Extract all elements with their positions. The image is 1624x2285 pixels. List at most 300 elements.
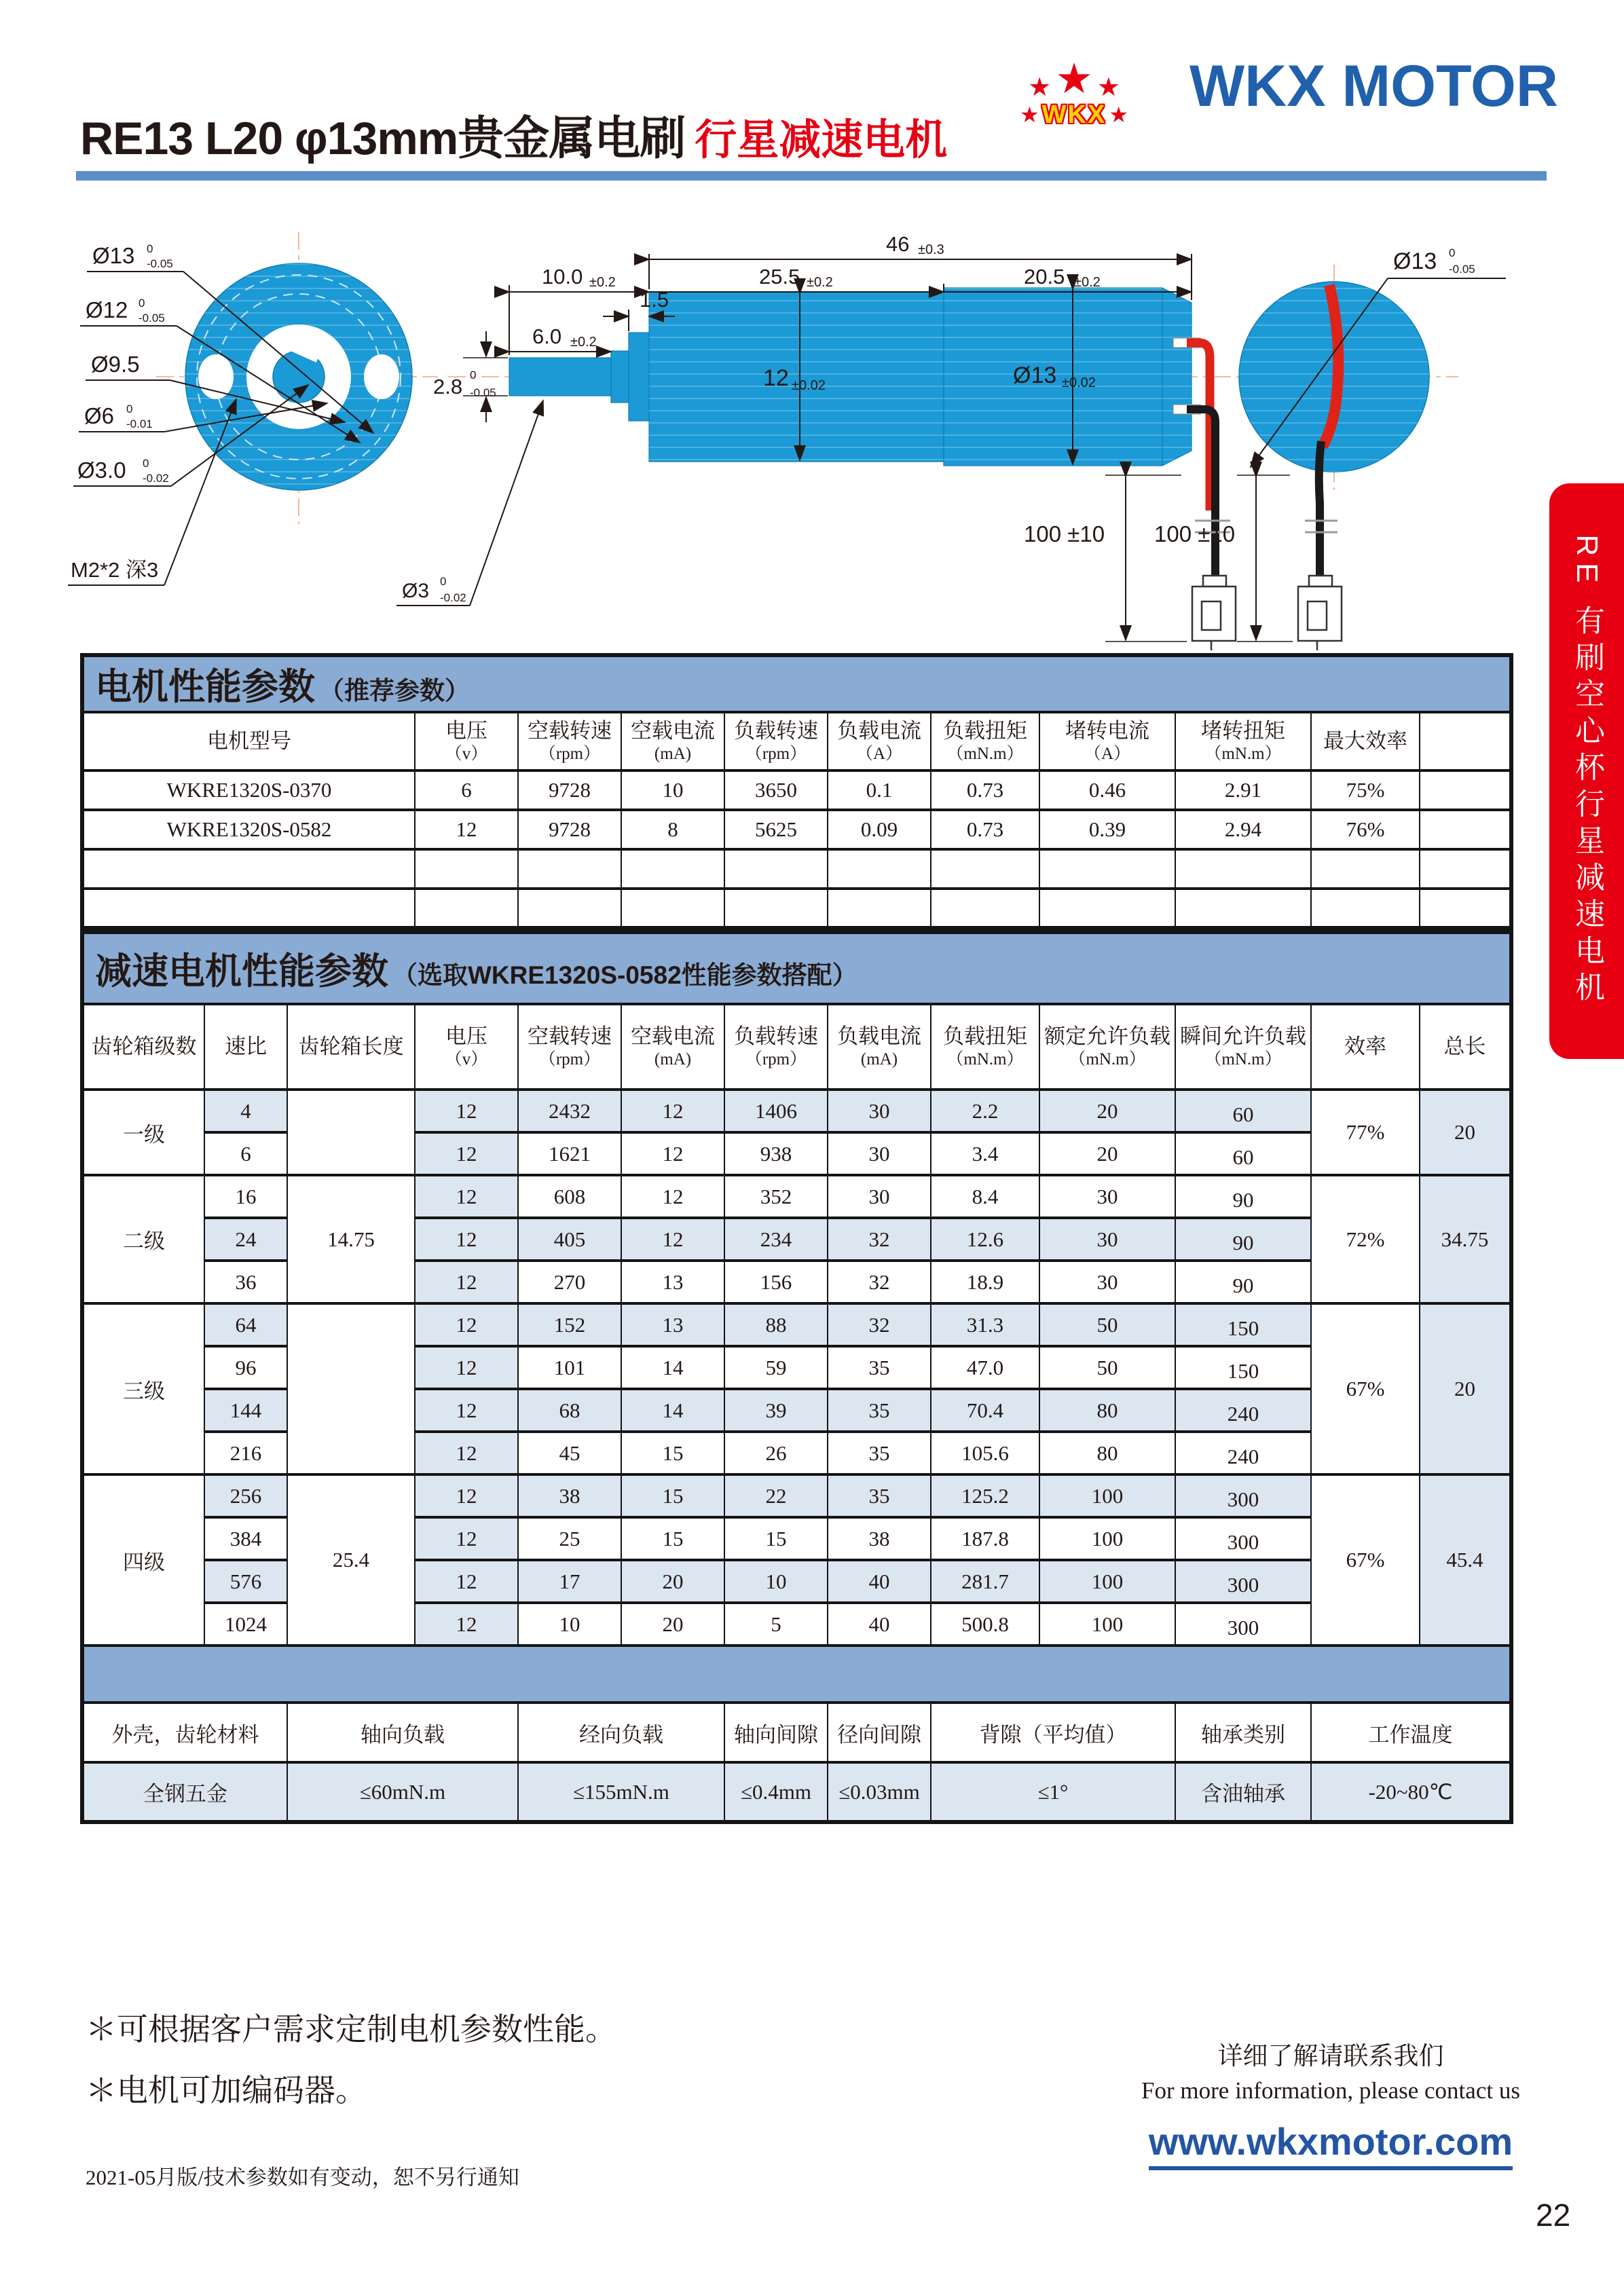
series-banner-label: RE 有刷空心杯行星减速电机	[1570, 534, 1604, 1008]
value-cell: 12	[415, 1303, 518, 1346]
value-cell: 3.4	[931, 1132, 1039, 1175]
value-cell	[1039, 889, 1175, 928]
value-cell	[931, 889, 1039, 928]
value-cell: 187.8	[931, 1517, 1039, 1560]
value-cell: 150	[1175, 1303, 1311, 1346]
ratio-cell: 96	[204, 1346, 287, 1389]
model-cell: WKRE1320S-0370	[82, 770, 415, 810]
front-callout-text	[71, 242, 173, 582]
value-cell: 90	[1175, 1218, 1311, 1261]
value-cell: 14	[621, 1346, 724, 1389]
value-cell: 10	[621, 770, 724, 810]
front-view	[185, 263, 412, 490]
spec-value: ≤1°	[931, 1762, 1175, 1822]
value-cell: 101	[518, 1346, 621, 1389]
svg-text:10.0: 10.0	[542, 265, 583, 289]
gearbox-length-cell	[287, 1303, 415, 1474]
value-cell: 2432	[518, 1090, 621, 1132]
total-length-cell: 20	[1420, 1090, 1511, 1175]
value-cell: 20	[621, 1560, 724, 1603]
svg-text:Ø3.0: Ø3.0	[77, 458, 126, 483]
table-row	[82, 770, 1511, 810]
value-cell: 12	[415, 1218, 518, 1261]
value-cell: 300	[1175, 1517, 1311, 1560]
stage-cell: 一级	[82, 1090, 204, 1175]
value-cell: 150	[1175, 1346, 1311, 1389]
total-length-cell: 45.4	[1420, 1474, 1511, 1646]
column-header	[1420, 712, 1511, 770]
value-cell: 3650	[724, 770, 828, 810]
value-cell: 15	[621, 1517, 724, 1560]
value-cell: 12.6	[931, 1218, 1039, 1261]
title-model: RE13 L20 φ13mm贵金属电刷	[80, 113, 686, 164]
value-cell: 8	[621, 810, 724, 849]
value-cell: 50	[1039, 1346, 1175, 1389]
model-cell	[82, 849, 415, 889]
value-cell: 30	[828, 1175, 931, 1218]
value-cell: 1406	[724, 1090, 828, 1132]
value-cell: 12	[415, 1517, 518, 1560]
efficiency-cell: 72%	[1311, 1175, 1420, 1303]
value-cell	[621, 849, 724, 889]
value-cell	[931, 849, 1039, 889]
column-header: 负载电流 （A）	[828, 712, 931, 770]
value-cell: 500.8	[931, 1603, 1039, 1646]
svg-text:25.5: 25.5	[759, 265, 800, 289]
svg-text:100 ±10: 100 ±10	[1154, 521, 1236, 546]
value-cell	[415, 889, 518, 928]
spec-value: 全钢五金	[82, 1762, 287, 1822]
value-cell: 35	[828, 1346, 931, 1389]
svg-text:0: 0	[126, 403, 133, 415]
svg-text:±0.2: ±0.2	[1074, 275, 1101, 290]
value-cell	[828, 889, 931, 928]
ratio-cell: 1024	[204, 1603, 287, 1646]
column-header: 齿轮箱级数	[82, 1004, 204, 1090]
efficiency-cell: 67%	[1311, 1474, 1420, 1646]
value-cell: 12	[415, 1603, 518, 1646]
star-icon: ★	[1019, 103, 1039, 127]
spec-value-row	[82, 1762, 1511, 1822]
value-cell: 0.73	[931, 810, 1039, 849]
svg-text:0: 0	[1449, 246, 1456, 259]
value-cell: 8.4	[931, 1175, 1039, 1218]
value-cell: 68	[518, 1389, 621, 1432]
star-icon: ★	[1096, 73, 1120, 102]
website-link[interactable]: www.wkxmotor.com	[1149, 2119, 1513, 2170]
column-header: 堵转扭矩 （mN.m）	[1175, 712, 1311, 770]
value-cell	[1420, 849, 1511, 889]
spec-header-row	[82, 1703, 1511, 1762]
motor-table-title: 电机性能参数 （推荐参数）	[82, 655, 1511, 712]
contact-block	[1100, 2035, 1562, 2170]
value-cell: 12	[621, 1218, 724, 1261]
ratio-cell: 576	[204, 1560, 287, 1603]
value-cell: 35	[828, 1432, 931, 1474]
model-cell	[82, 889, 415, 928]
value-cell	[518, 849, 621, 889]
value-cell	[518, 889, 621, 928]
value-cell: 12	[415, 1132, 518, 1175]
svg-text:20.5: 20.5	[1024, 265, 1065, 289]
svg-text:Ø6: Ø6	[84, 403, 115, 428]
column-header: 电机型号	[82, 712, 415, 770]
value-cell: 60	[1175, 1132, 1311, 1175]
column-header: 负载扭矩 （mN.m）	[931, 712, 1039, 770]
value-cell: 39	[724, 1389, 828, 1432]
svg-text:±0.3: ±0.3	[918, 242, 944, 257]
value-cell: 12	[621, 1090, 724, 1132]
value-cell: 88	[724, 1303, 828, 1346]
footnotes	[86, 1999, 616, 2121]
gearbox-length-cell	[287, 1090, 415, 1175]
column-header: 电压 （v）	[415, 1004, 518, 1090]
spec-value: 含油轴承	[1175, 1762, 1311, 1822]
value-cell: 0.1	[828, 770, 931, 810]
spec-value: ≤0.03mm	[828, 1762, 931, 1822]
ratio-cell: 6	[204, 1132, 287, 1175]
version-note: 2021-05月版/技术参数如有变动，恕不另行通知	[86, 2166, 519, 2189]
svg-text:0: 0	[440, 575, 447, 588]
value-cell: 2.94	[1175, 810, 1311, 849]
spec-value: ≤155mN.m	[518, 1762, 724, 1822]
value-cell	[1175, 849, 1311, 889]
value-cell: 15	[621, 1432, 724, 1474]
value-cell: 90	[1175, 1261, 1311, 1303]
side-view	[509, 288, 1200, 466]
svg-text:0: 0	[470, 369, 477, 382]
title-type: 行星减速电机	[695, 117, 948, 164]
value-cell: 100	[1039, 1603, 1175, 1646]
value-cell: 240	[1175, 1389, 1311, 1432]
value-cell: 938	[724, 1132, 828, 1175]
value-cell: 10	[724, 1560, 828, 1603]
value-cell: 0.73	[931, 770, 1039, 810]
motor-table-title-row	[82, 655, 1511, 712]
rear-view	[1239, 282, 1429, 577]
value-cell: 100	[1039, 1517, 1175, 1560]
svg-text:6.0: 6.0	[532, 324, 562, 348]
value-cell: 300	[1175, 1474, 1311, 1517]
value-cell: 352	[724, 1175, 828, 1218]
column-header: 负载转速 （rpm）	[724, 1004, 828, 1090]
efficiency-cell: 77%	[1311, 1090, 1420, 1175]
gear-motor-performance-table	[80, 930, 1513, 1824]
value-cell: 0.09	[828, 810, 931, 849]
technical-drawing	[68, 197, 1548, 652]
value-cell: 40	[828, 1560, 931, 1603]
series-side-banner	[1549, 483, 1624, 1059]
spec-header: 背隙（平均值）	[931, 1703, 1175, 1762]
value-cell	[1420, 770, 1511, 810]
gearbox-length-cell: 14.75	[287, 1175, 415, 1303]
note-line: ＊可根据客户需求定制电机参数性能。	[86, 2012, 616, 2047]
table-row	[82, 889, 1511, 928]
column-header: 空载电流 (mA)	[621, 712, 724, 770]
value-cell: 40	[828, 1603, 931, 1646]
spec-value: ≤60mN.m	[287, 1762, 518, 1822]
column-header: 空载电流 (mA)	[621, 1004, 724, 1090]
value-cell: 32	[828, 1261, 931, 1303]
value-cell: 12	[415, 1560, 518, 1603]
value-cell: 12	[415, 1474, 518, 1517]
value-cell: 76%	[1311, 810, 1420, 849]
svg-text:0: 0	[147, 242, 153, 255]
page-number: 22	[1536, 2197, 1571, 2233]
contact-en: For more information, please contact us	[1141, 2077, 1520, 2104]
value-cell: 38	[518, 1474, 621, 1517]
value-cell: 300	[1175, 1560, 1311, 1603]
svg-text:-0.02: -0.02	[143, 472, 169, 485]
spec-header: 轴承类别	[1175, 1703, 1311, 1762]
svg-text:2.8: 2.8	[433, 375, 463, 398]
table-row	[82, 1303, 1511, 1346]
tables-area	[80, 653, 1516, 1824]
ratio-cell: 64	[204, 1303, 287, 1346]
value-cell: 15	[724, 1517, 828, 1560]
value-cell: 70.4	[931, 1389, 1039, 1432]
screw-hole	[198, 354, 234, 399]
value-cell: 5	[724, 1603, 828, 1646]
value-cell: 405	[518, 1218, 621, 1261]
value-cell: 15	[621, 1474, 724, 1517]
column-header: 瞬间允许负载 （mN.m）	[1175, 1004, 1311, 1090]
value-cell: 32	[828, 1303, 931, 1346]
svg-text:-0.01: -0.01	[126, 417, 153, 430]
motor-table-header-row	[82, 712, 1511, 770]
screw-hole	[364, 354, 399, 399]
value-cell: 6	[415, 770, 518, 810]
value-cell: 22	[724, 1474, 828, 1517]
value-cell: 0.46	[1039, 770, 1175, 810]
connector	[1298, 576, 1342, 650]
svg-text:-0.05: -0.05	[1449, 263, 1475, 276]
value-cell: 300	[1175, 1603, 1311, 1646]
star-icon: ★	[1055, 56, 1093, 103]
value-cell: 25	[518, 1517, 621, 1560]
value-cell: 13	[621, 1261, 724, 1303]
gear-table-title: 减速电机性能参数 （选取WKRE1320S-0582性能参数搭配）	[82, 932, 1511, 1004]
svg-text:1.5: 1.5	[640, 288, 669, 312]
value-cell: 12	[415, 1389, 518, 1432]
ratio-cell: 144	[204, 1389, 287, 1432]
value-cell: 47.0	[931, 1346, 1039, 1389]
spec-value: ≤0.4mm	[724, 1762, 828, 1822]
svg-text:-0.05: -0.05	[147, 257, 173, 270]
spec-header: 外壳，齿轮材料	[82, 1703, 287, 1762]
spec-header: 轴向负载	[287, 1703, 518, 1762]
svg-text:±0.2: ±0.2	[570, 335, 597, 350]
value-cell: 2.91	[1175, 770, 1311, 810]
value-cell: 156	[724, 1261, 828, 1303]
total-length-cell: 34.75	[1420, 1175, 1511, 1303]
svg-text:M2*2 深3: M2*2 深3	[71, 558, 159, 582]
value-cell: 12	[621, 1132, 724, 1175]
motor-performance-table	[80, 653, 1513, 930]
value-cell	[1420, 889, 1511, 928]
value-cell: 1621	[518, 1132, 621, 1175]
gear-table-header-row	[82, 1004, 1511, 1090]
value-cell: 60	[1175, 1090, 1311, 1132]
value-cell: 270	[518, 1261, 621, 1303]
value-cell: 12	[415, 1432, 518, 1474]
table-row	[82, 810, 1511, 849]
column-header: 齿轮箱长度	[287, 1004, 415, 1090]
value-cell: 0.39	[1039, 810, 1175, 849]
value-cell: 100	[1039, 1474, 1175, 1517]
page-title	[80, 102, 947, 168]
gearbox-length-cell: 25.4	[287, 1474, 415, 1646]
table-row	[82, 1474, 1511, 1517]
table-row	[82, 1175, 1511, 1218]
value-cell: 30	[1039, 1261, 1175, 1303]
value-cell: 35	[828, 1389, 931, 1432]
connector	[1192, 576, 1236, 650]
value-cell: 608	[518, 1175, 621, 1218]
value-cell: 105.6	[931, 1432, 1039, 1474]
ratio-cell: 24	[204, 1218, 287, 1261]
value-cell: 31.3	[931, 1303, 1039, 1346]
value-cell: 17	[518, 1560, 621, 1603]
value-cell: 12	[415, 1175, 518, 1218]
model-cell: WKRE1320S-0582	[82, 810, 415, 849]
column-header: 空载转速 （rpm）	[518, 712, 621, 770]
column-header: 速比	[204, 1004, 287, 1090]
brand-name: WKX MOTOR	[1189, 54, 1559, 119]
value-cell: 20	[621, 1603, 724, 1646]
ratio-cell: 16	[204, 1175, 287, 1218]
svg-text:0: 0	[139, 297, 145, 310]
value-cell: 5625	[724, 810, 828, 849]
svg-text:±0.2: ±0.2	[589, 275, 616, 290]
stage-cell: 四级	[82, 1474, 204, 1646]
value-cell: 45	[518, 1432, 621, 1474]
value-cell: 38	[828, 1517, 931, 1560]
column-header: 电压 （v）	[415, 712, 518, 770]
value-cell: 30	[828, 1132, 931, 1175]
table-row	[82, 849, 1511, 889]
value-cell: 80	[1039, 1389, 1175, 1432]
svg-text:-0.05: -0.05	[470, 386, 496, 399]
column-header: 负载转速 （rpm）	[724, 712, 828, 770]
logo-text: WKX	[1041, 100, 1107, 129]
svg-text:Ø13: Ø13	[92, 243, 135, 268]
stage-cell: 三级	[82, 1303, 204, 1474]
svg-text:-0.05: -0.05	[139, 312, 165, 324]
value-cell: 12	[415, 810, 518, 849]
star-icon: ★	[1028, 73, 1052, 102]
value-cell: 240	[1175, 1432, 1311, 1474]
value-cell	[1039, 849, 1175, 889]
value-cell: 35	[828, 1474, 931, 1517]
spec-header: 工作温度	[1311, 1703, 1511, 1762]
value-cell: 30	[828, 1090, 931, 1132]
ratio-cell: 256	[204, 1474, 287, 1517]
value-cell: 10	[518, 1603, 621, 1646]
svg-text:±0.2: ±0.2	[807, 275, 833, 290]
svg-text:Ø3: Ø3	[402, 580, 430, 602]
value-cell: 13	[621, 1303, 724, 1346]
value-cell: 20	[1039, 1132, 1175, 1175]
value-cell	[621, 889, 724, 928]
column-header: 堵转电流 （A）	[1039, 712, 1175, 770]
star-icon: ★	[1109, 103, 1129, 127]
efficiency-cell: 67%	[1311, 1303, 1420, 1474]
column-header: 效率	[1311, 1004, 1420, 1090]
value-cell: 50	[1039, 1303, 1175, 1346]
value-cell: 14	[621, 1389, 724, 1432]
spec-header: 径向间隙	[828, 1703, 931, 1762]
svg-text:12: 12	[763, 365, 789, 391]
svg-text:100 ±10: 100 ±10	[1024, 521, 1105, 546]
value-cell: 26	[724, 1432, 828, 1474]
value-cell: 281.7	[931, 1560, 1039, 1603]
svg-text:-0.02: -0.02	[440, 591, 466, 604]
value-cell	[1420, 810, 1511, 849]
ratio-cell: 384	[204, 1517, 287, 1560]
value-cell	[415, 849, 518, 889]
value-cell: 12	[415, 1261, 518, 1303]
column-header: 最大效率	[1311, 712, 1420, 770]
value-cell	[828, 849, 931, 889]
value-cell	[724, 849, 828, 889]
spacer-band-row	[82, 1646, 1511, 1703]
svg-text:±0.02: ±0.02	[792, 378, 826, 393]
note-line: ＊电机可加编码器。	[86, 2073, 367, 2108]
table-row	[82, 1090, 1511, 1132]
value-cell: 9728	[518, 770, 621, 810]
svg-text:0: 0	[143, 457, 149, 470]
stage-cell: 二级	[82, 1175, 204, 1303]
value-cell	[724, 889, 828, 928]
value-cell: 2.2	[931, 1090, 1039, 1132]
value-cell: 12	[415, 1090, 518, 1132]
value-cell: 9728	[518, 810, 621, 849]
svg-text:±0.02: ±0.02	[1062, 375, 1096, 390]
value-cell: 125.2	[931, 1474, 1039, 1517]
value-cell: 32	[828, 1218, 931, 1261]
value-cell: 90	[1175, 1175, 1311, 1218]
spec-header: 经向负载	[518, 1703, 724, 1762]
svg-text:Ø13: Ø13	[1013, 363, 1057, 388]
total-length-cell: 20	[1420, 1303, 1511, 1474]
value-cell	[1311, 849, 1420, 889]
gear-table-title-row	[82, 932, 1511, 1004]
column-header: 负载电流 (mA)	[828, 1004, 931, 1090]
ratio-cell: 216	[204, 1432, 287, 1474]
column-header: 额定允许负载 （mN.m）	[1039, 1004, 1175, 1090]
value-cell: 18.9	[931, 1261, 1039, 1303]
value-cell: 234	[724, 1218, 828, 1261]
value-cell: 20	[1039, 1090, 1175, 1132]
value-cell	[1175, 889, 1311, 928]
value-cell: 12	[621, 1175, 724, 1218]
spec-header: 轴向间隙	[724, 1703, 828, 1762]
black-wire	[1319, 441, 1321, 577]
value-cell: 59	[724, 1346, 828, 1389]
svg-text:Ø12: Ø12	[86, 297, 128, 322]
value-cell: 30	[1039, 1218, 1175, 1261]
column-header: 总长	[1420, 1004, 1511, 1090]
value-cell: 152	[518, 1303, 621, 1346]
value-cell: 75%	[1311, 770, 1420, 810]
ratio-cell: 36	[204, 1261, 287, 1303]
svg-text:Ø13: Ø13	[1393, 248, 1437, 274]
svg-text:46: 46	[886, 232, 910, 256]
column-header: 负载扭矩 （mN.m）	[931, 1004, 1039, 1090]
svg-text:Ø9.5: Ø9.5	[91, 352, 140, 377]
value-cell: 12	[415, 1346, 518, 1389]
